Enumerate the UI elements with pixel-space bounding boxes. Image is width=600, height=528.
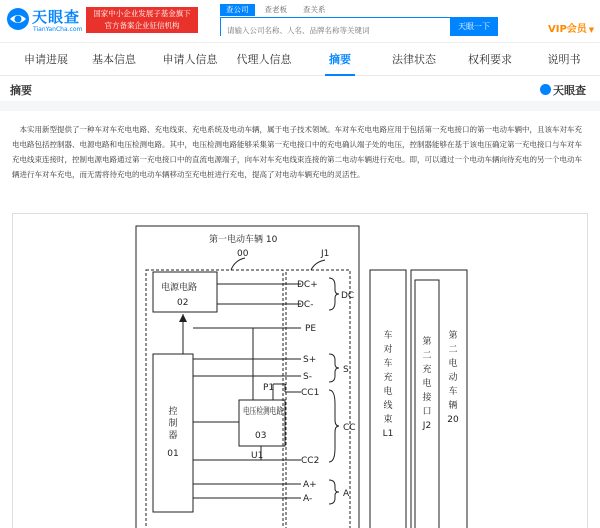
tab-legal-status[interactable]: 法律状态 [392,53,436,66]
harness-label: 车对车充电线束 [383,331,393,425]
u1-label: U1 [251,451,264,461]
controller-id: 01 [167,449,179,459]
abstract-figure [12,213,588,528]
module-00-box [146,270,297,528]
second-interface-id: J2 [422,421,432,431]
search-tab-boss[interactable]: 查老板 [264,5,287,14]
second-vehicle-label: 第二电动车辆 [448,331,458,411]
chevron-down-icon: ▼ [588,26,595,34]
search-box [220,17,450,36]
badge-line2: 官方备案企业征信机构 [104,21,180,30]
vip-link[interactable] [548,20,594,35]
section-divider [0,101,600,111]
tab-applicant-info[interactable]: 申请人信息 [162,53,218,66]
tab-agent-info[interactable]: 代理人信息 [236,53,292,66]
abstract-text: 本实用新型提供了一种车对车充电电路、充电线束、充电系统及电动车辆，属于电子技术领域。车对车充电电路应用于包括第一充电接口的第一电动车辆中，且该车对车充电电路包括控制器、电源电路和电压检测电路。其中，电压检测电路能够采集第一充电接口中的充电确认端子处的电压，控制器能够在基于该电压确定第一充电接口与车对车充电线束连接时，控制电源电路通过第一充电接口中的直流电源端子，向车对车充电线束连接的第二电动车辆进行充电。即，可以通过一个电动车辆向待充电的另一个电动车辆进行车对车充电，而无需将待充电的电动车辆移动至充电桩进行充电，提高了对电动车辆充电的灵活性。 [12,125,582,179]
power-circuit-id: 02 [177,298,189,308]
tab-description[interactable]: 说明书 [547,53,581,66]
second-interface-box [415,280,439,528]
s-plus-label: S+ [303,355,317,365]
dc-minus-label: DC- [297,300,314,310]
s-label: S [343,365,349,375]
power-circuit-label: 电源电路 [161,283,198,293]
pe-label: PE [305,324,317,334]
circuit-diagram [13,214,589,528]
voltage-circuit-label: 电压检测电路 [243,407,297,417]
a-minus-label: A- [303,494,313,504]
j1-box [286,270,350,528]
harness-id: L1 [382,429,394,439]
harness-box [370,270,406,528]
s-minus-label: S- [303,372,312,382]
cc-label: CC [343,423,356,433]
section-title: 摘要 [10,84,32,97]
tab-abstract[interactable]: 摘要 [325,44,355,76]
cc1-label: CC1 [301,388,320,398]
tab-application-progress[interactable]: 申请进展 [24,53,68,66]
brand-eye-icon [540,84,551,95]
patent-tabbar [0,44,600,76]
search-button[interactable]: 天眼一下 [450,17,498,36]
site-logo[interactable] [6,5,92,35]
second-interface-label: 第二充电接口 [422,337,432,417]
search-input[interactable] [221,22,450,39]
first-vehicle-box [136,226,359,528]
tab-basic-info[interactable]: 基本信息 [92,53,136,66]
credit-badge[interactable] [86,7,198,33]
logo-text: 天眼查 [32,8,81,26]
label-j1: J1 [321,249,330,259]
p1-label: P1 [263,383,275,393]
search-tab-company[interactable]: 查公司 [220,4,255,16]
logo-eye-icon [6,7,30,31]
logo-subtext: TianYanCha.com [33,26,83,33]
voltage-circuit-id: 03 [255,431,267,441]
second-vehicle-id: 20 [447,415,459,425]
dc-label: DC [341,291,355,301]
a-label: A [343,489,350,499]
label-00: 00 [237,249,249,259]
search-type-tabs [220,4,332,16]
controller-label: 控制器 [168,407,178,441]
tab-claims[interactable]: 权利要求 [468,53,512,66]
top-header [0,0,600,43]
badge-line1: 国家中小企业发展子基金旗下 [93,9,191,18]
search-tab-relation[interactable]: 查关系 [303,5,326,14]
section-brand-text: 天眼查 [553,84,586,97]
vip-label: VIP会员 [548,24,587,35]
cc2-label: CC2 [301,456,320,466]
dc-plus-label: DC+ [297,280,318,290]
section-brand [540,82,586,98]
first-vehicle-label: 第一电动车辆 10 [209,235,278,245]
a-plus-label: A+ [303,480,317,490]
